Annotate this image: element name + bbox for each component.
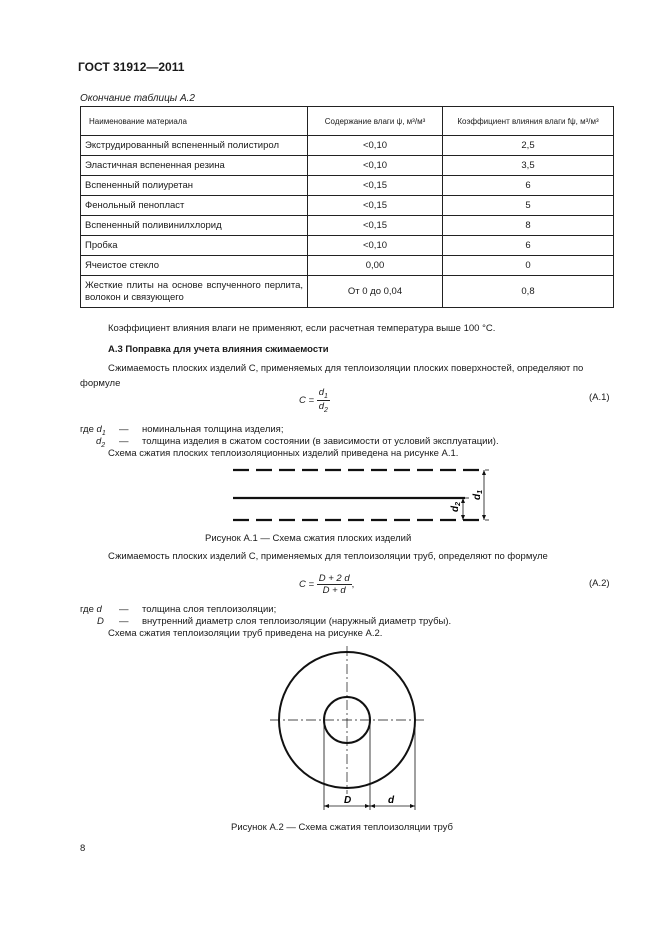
formula-label-a1: (А.1) [589,392,610,403]
where-text: внутренний диаметр слоя теплоизоляции (наружный диаметр трубы). [142,616,452,627]
table-note: Коэффициент влияния влаги не применяют, если расчетная температура выше 100 °С. [108,323,496,334]
coef-value: 6 [443,236,614,256]
table-row [81,236,614,256]
moisture-value: 0,00 [308,256,443,276]
numerator-symbol: d [318,387,324,398]
coef-value: 0 [443,256,614,276]
where-prefix: где [80,424,94,435]
figure-a2-caption: Рисунок А.2 — Схема сжатия теплоизоляции труб [231,822,453,833]
label-D: D [344,795,352,806]
formula-fraction [317,573,352,596]
table-caption: Окончание таблицы А.2 [80,93,195,104]
arrow-head [324,804,329,808]
table-row [81,216,614,236]
moisture-value: <0,15 [308,216,443,236]
material-name: Вспененный полиуретан [81,176,308,196]
where-text: толщина изделия в сжатом состоянии (в зависимости от условий эксплуатации). [142,436,499,447]
arrow-head [410,804,415,808]
where-item [80,424,106,437]
coef-value: 2,5 [443,136,614,156]
moisture-value: <0,15 [308,196,443,216]
column-header-material: Наименование материала [81,107,308,136]
where-item [80,604,102,615]
material-name: Вспененный поливинилхлорид [81,216,308,236]
label-d1-subscript: 1 [477,489,484,494]
table-header-row [81,107,614,136]
formula-label-a2: (А.2) [589,578,610,589]
where-text: толщина слоя теплоизоляции; [142,604,277,615]
table-row [81,196,614,216]
column-header-moisture-text: Содержание влаги ψ, м³/м³ [324,116,426,126]
formula-denominator [317,401,330,414]
formula-tail: , [351,579,355,590]
coef-value: 3,5 [443,156,614,176]
pipe-intro: Сжимаемость плоских изделий С, применяемых для теплоизоляции труб, определяют по формуле [108,551,548,562]
where-dash: — [119,616,129,627]
coef-value: 8 [443,216,614,236]
moisture-value: <0,10 [308,136,443,156]
where-subscript: 1 [101,429,106,437]
label-d1-symbol: d [472,493,483,500]
formula-a2 [299,573,354,596]
material-name: Эластичная вспененная резина [81,156,308,176]
formula-denominator: D + d [322,585,346,596]
label-d2-symbol: d [450,505,461,512]
column-header-coef-text: Коэффициент влияния влаги fψ, м³/м³ [457,116,599,126]
where-dash: — [119,436,129,447]
table-row [81,156,614,176]
formula-lhs: С = [299,579,315,590]
moisture-value: От 0 до 0,04 [308,276,443,308]
document-header: ГОСТ 31912—2011 [78,60,185,74]
coef-value: 0,8 [443,276,614,308]
section-intro: Сжимаемость плоских изделий С, применяемых для теплоизоляции плоских поверхностей, определяют по формуле [80,363,584,389]
arrow-head [370,804,375,808]
where-prefix: где [80,604,94,615]
where-dash: — [119,604,129,615]
column-header-coef [443,107,614,136]
formula-lhs: С = [299,394,315,406]
material-name: Экструдированный вспененный полистирол [81,136,308,156]
table-row [81,176,614,196]
arrow-head [482,515,486,520]
section-title: А.3 Поправка для учета влияния сжимаемости [108,344,329,355]
column-header-moisture [308,107,443,136]
table-row [81,256,614,276]
where-symbol: D [97,616,104,627]
table-row [81,136,614,156]
moisture-value: <0,15 [308,176,443,196]
moisture-value: <0,10 [308,236,443,256]
formula-fraction [317,387,330,414]
label-d1 [472,490,484,500]
where-item [96,436,105,449]
materials-table [80,106,614,308]
formula-numerator: D + 2 d [318,573,350,584]
where-item [97,616,104,627]
label-d2-subscript: 2 [455,501,462,506]
coef-value: 5 [443,196,614,216]
where-subscript: 2 [101,441,106,449]
page-number: 8 [80,843,86,854]
figure-reference: Схема сжатия плоских теплоизоляционных изделий приведена на рисунке А.1. [108,448,459,459]
where-symbol: d [96,424,102,435]
table-row [81,276,614,308]
label-d: d [388,795,395,806]
figure-a1-caption: Рисунок А.1 — Схема сжатия плоских изделий [205,533,412,544]
where-dash: — [119,424,129,435]
material-name: Жесткие плиты на основе вспученного перлита, волокон и связующего [81,276,308,308]
where-symbol: d [96,436,102,447]
material-name: Фенольный пенопласт [81,196,308,216]
formula-numerator [317,387,330,401]
coef-value: 6 [443,176,614,196]
denominator-subscript: 2 [324,406,328,414]
figure-a2-diagram [260,640,440,815]
arrow-head [365,804,370,808]
label-d2 [450,502,462,512]
material-name: Ячеистое стекло [81,256,308,276]
formula-a1 [299,387,330,414]
figure-reference: Схема сжатия теплоизоляции труб приведена на рисунке А.2. [108,628,383,639]
figure-a1-diagram [225,460,505,532]
material-name: Пробка [81,236,308,256]
moisture-value: <0,10 [308,156,443,176]
denominator-symbol: d [318,400,324,412]
numerator-subscript: 1 [324,392,328,400]
arrow-head [482,470,486,475]
where-symbol: d [96,604,102,615]
where-text: номинальная толщина изделия; [142,424,284,435]
